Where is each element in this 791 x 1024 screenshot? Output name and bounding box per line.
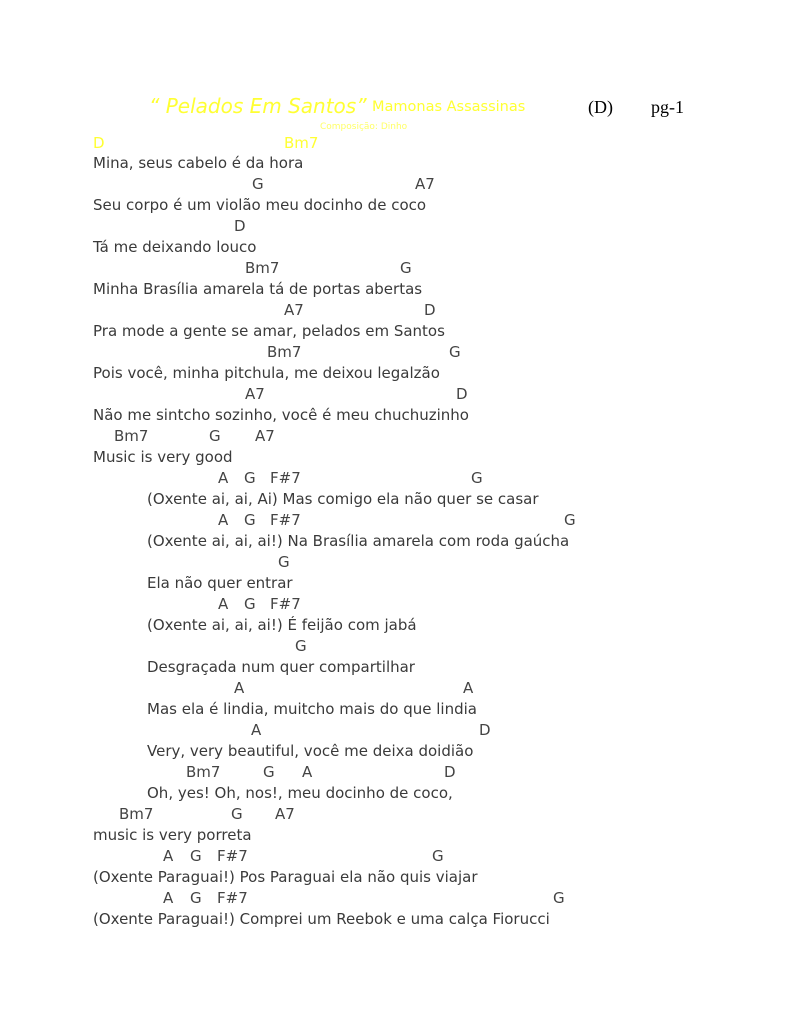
chord-label: G	[278, 553, 290, 571]
composer-credit: Composição: Dinho	[320, 122, 408, 132]
chord-label: A7	[275, 805, 295, 823]
lyric-line: Mas ela é lindia, muitcho mais do que lindia	[147, 700, 477, 718]
chord-label: G	[263, 763, 275, 781]
lyric-line: Pra mode a gente se amar, pelados em Santos	[93, 322, 445, 340]
lyric-line: Minha Brasília amarela tá de portas abertas	[93, 280, 423, 298]
song-title: “ Pelados Em Santos”	[149, 94, 367, 118]
chord-label: Bm7	[119, 805, 154, 823]
chord-label: G	[252, 175, 264, 193]
chord-label: G	[400, 259, 412, 277]
lyric-line: Seu corpo é um violão meu docinho de coco	[93, 196, 427, 214]
chord-label: Bm7	[186, 763, 221, 781]
chord-label: A	[218, 595, 229, 613]
chord-label: Bm7	[284, 134, 319, 152]
chord-label: A	[163, 847, 174, 865]
chord-label: D	[93, 134, 105, 152]
chord-label: G	[209, 427, 221, 445]
chord-label: A	[463, 679, 474, 697]
lyric-line: Tá me deixando louco	[93, 238, 257, 256]
chord-label: D	[479, 721, 491, 739]
chord-label: G	[190, 847, 202, 865]
chord-label: G	[190, 889, 202, 907]
chord-label: G	[449, 343, 461, 361]
chord-label: D	[234, 217, 246, 235]
lyric-line: Ela não quer entrar	[147, 574, 293, 592]
chord-label: A7	[284, 301, 304, 319]
chord-label: G	[471, 469, 483, 487]
lyric-line: (Oxente ai, ai, ai!) É feijão com jabá	[147, 616, 417, 634]
chord-label: G	[553, 889, 565, 907]
lyric-line: Oh, yes! Oh, nos!, meu docinho de coco,	[147, 784, 453, 802]
chord-label: A	[251, 721, 262, 739]
lyric-line: Very, very beautiful, você me deixa doidião	[147, 742, 474, 760]
chord-label: G	[564, 511, 576, 529]
lyric-line: (Oxente Paraguai!) Pos Paraguai ela não quis viajar	[93, 868, 478, 886]
lyric-line: Não me sintcho sozinho, você é meu chuchuzinho	[93, 406, 469, 424]
chord-label: Bm7	[245, 259, 280, 277]
chord-label: A	[218, 469, 229, 487]
chord-label: G	[244, 511, 256, 529]
lyric-line: music is very porreta	[93, 826, 252, 844]
chord-label: A7	[245, 385, 265, 403]
chord-label: A	[234, 679, 245, 697]
chord-label: A	[163, 889, 174, 907]
chord-label: D	[424, 301, 436, 319]
page-number: pg-1	[651, 97, 684, 117]
song-key: (D)	[588, 97, 613, 117]
chord-label: G	[244, 595, 256, 613]
chord-label: D	[444, 763, 456, 781]
chord-label: D	[456, 385, 468, 403]
lyric-line: (Oxente ai, ai, ai!) Na Brasília amarela com roda gaúcha	[147, 532, 570, 550]
lyric-line: Desgraçada num quer compartilhar	[147, 658, 415, 676]
lyric-line: (Oxente Paraguai!) Comprei um Reebok e uma calça Fiorucci	[93, 910, 550, 928]
chord-label: Bm7	[114, 427, 149, 445]
lyric-line: Pois você, minha pitchula, me deixou legalzão	[93, 364, 440, 382]
chord-label: F#7	[270, 511, 301, 529]
chord-label: A7	[255, 427, 275, 445]
chord-label: G	[432, 847, 444, 865]
chord-label: A	[218, 511, 229, 529]
chord-label: G	[295, 637, 307, 655]
chord-label: A	[302, 763, 313, 781]
lyric-line: Music is very good	[93, 448, 233, 466]
artist-name: Mamonas Assassinas	[372, 99, 526, 115]
chord-label: A7	[415, 175, 435, 193]
chord-label: F#7	[270, 595, 301, 613]
lyric-line: Mina, seus cabelo é da hora	[93, 154, 304, 172]
chord-label: Bm7	[267, 343, 302, 361]
chord-label: G	[244, 469, 256, 487]
chord-label: F#7	[270, 469, 301, 487]
chord-label: G	[231, 805, 243, 823]
lyric-line: (Oxente ai, ai, Ai) Mas comigo ela não quer se casar	[147, 490, 539, 508]
chord-label: F#7	[217, 889, 248, 907]
chord-label: F#7	[217, 847, 248, 865]
